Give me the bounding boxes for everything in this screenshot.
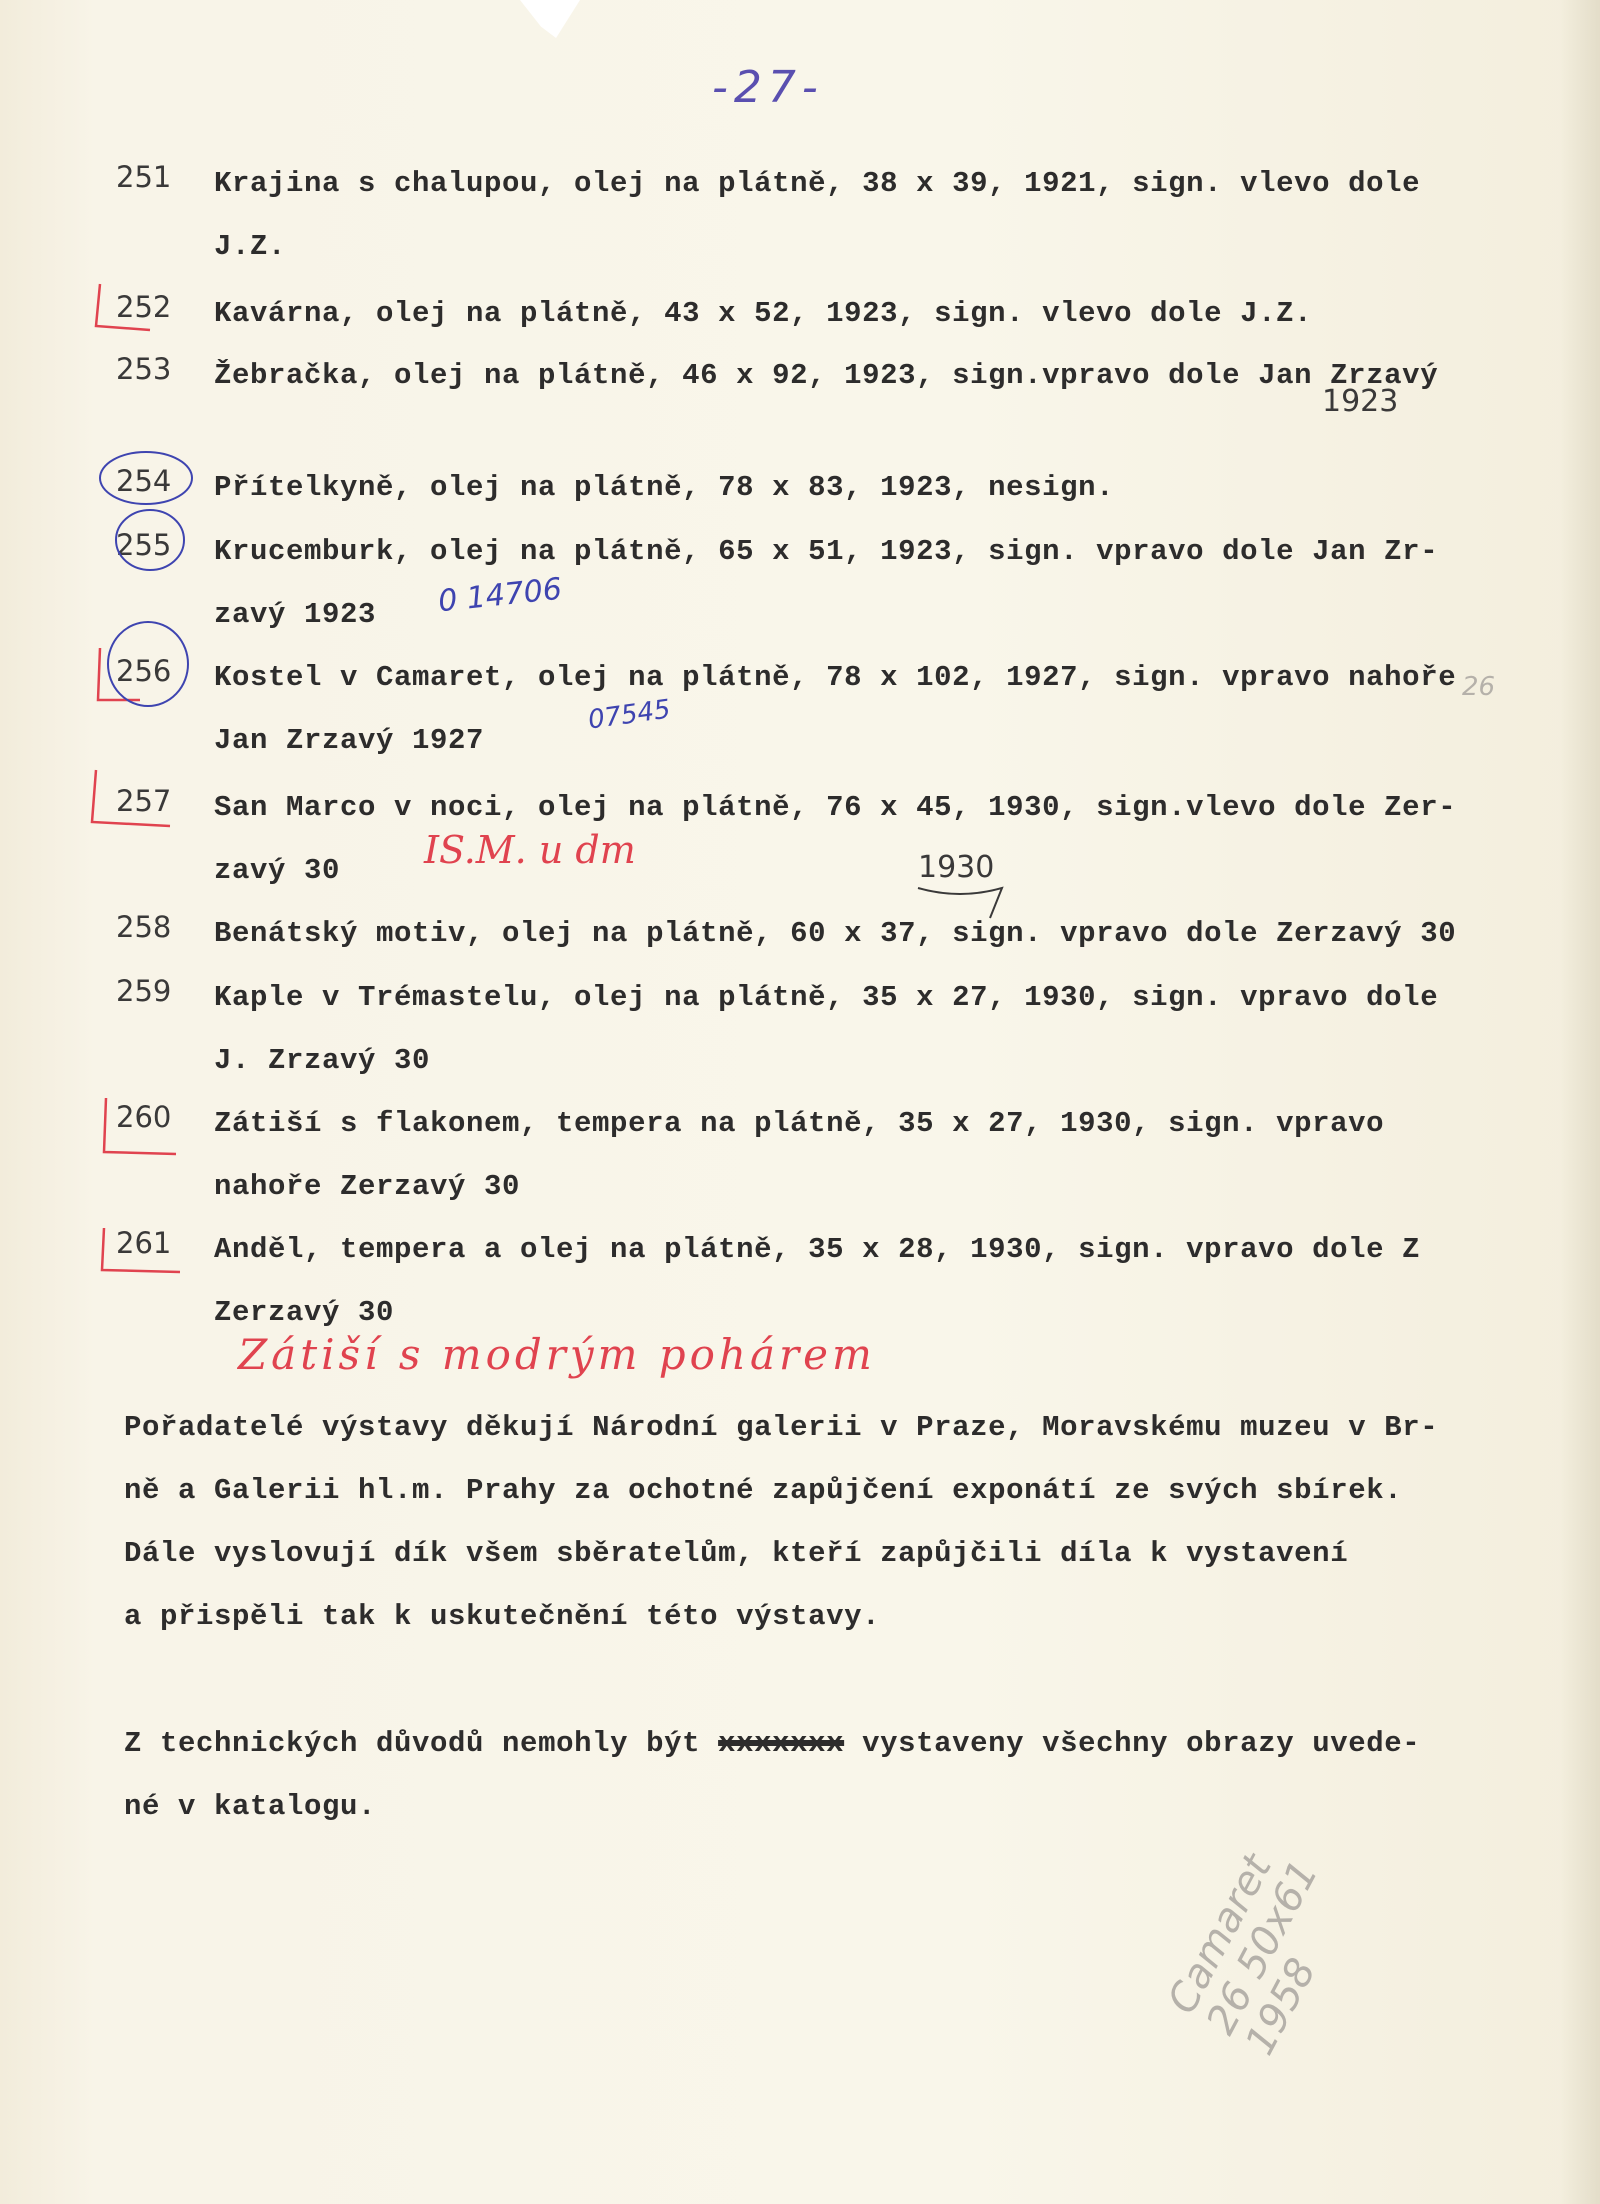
entry-number: 255 xyxy=(116,528,172,562)
pencil-corner-note: Camaret 26 50x61 1958 xyxy=(1159,1847,1328,2063)
entry-line-1: Kostel v Camaret, olej na plátně, 78 x 102, 1927, sign. vpravo nahoře xyxy=(214,661,1457,694)
entry-number: 253 xyxy=(116,352,172,386)
red-bracket-252 xyxy=(96,284,150,330)
blue-circle-254 xyxy=(100,452,192,504)
entry-line-2: Jan Zrzavý 1927 xyxy=(214,724,485,757)
red-bracket-261 xyxy=(102,1228,180,1272)
thanks-line: a přispěli tak k uskutečnění této výstavy. xyxy=(124,1600,881,1633)
thanks-line: ně a Galerii hl.m. Prahy za ochotné zapůjčení exponátí ze svých sbírek. xyxy=(124,1474,1403,1507)
entry-number: 252 xyxy=(116,290,172,324)
red-handwritten-title: Zátiší s modrým pohárem xyxy=(238,1330,876,1379)
red-bracket-260 xyxy=(104,1098,176,1154)
thanks-line: Dále vyslovují dík všem sběratelům, kteří zapůjčili díla k vystavení xyxy=(124,1537,1349,1570)
entry-line-2: J. Zrzavý 30 xyxy=(214,1044,431,1077)
entry-line-1: Benátský motiv, olej na plátně, 60 x 37, sign. vpravo dole Zerzavý 30 xyxy=(214,917,1457,950)
entry-line-2: zavý 30 xyxy=(214,854,341,887)
entry-line-1: Krucemburk, olej na plátně, 65 x 51, 1923, sign. vpravo dole Jan Zr- xyxy=(214,535,1439,568)
entry-number: 256 xyxy=(116,654,172,688)
entry-number: 260 xyxy=(116,1100,172,1134)
entry-line-1: Zátiší s flakonem, tempera na plátně, 35 x 27, 1930, sign. vpravo xyxy=(214,1107,1385,1140)
entry-line-1: Anděl, tempera a olej na plátně, 35 x 28, 1930, sign. vpravo dole Z xyxy=(214,1233,1421,1266)
entry-line-2: J.Z. xyxy=(214,230,287,263)
tech-text-b: vystaveny všechny obrazy uvede- xyxy=(844,1727,1421,1760)
entry-line-1: Přítelkyně, olej na plátně, 78 x 83, 1923, nesign. xyxy=(214,471,1115,504)
entry-line-2: zavý 1923 xyxy=(214,598,377,631)
entry-number: 257 xyxy=(116,784,172,818)
inserted-year-258: 1930 xyxy=(918,850,995,885)
entry-line-1: Kaple v Trémastelu, olej na plátně, 35 x 27, 1930, sign. vpravo dole xyxy=(214,981,1439,1014)
insert-caret-258 xyxy=(918,888,1002,918)
tech-text-c: né v katalogu. xyxy=(124,1790,377,1823)
pencil-note-256: 26 xyxy=(1462,672,1496,702)
struck-word: xxxxxxx xyxy=(718,1727,845,1760)
entry-line-1: Žebračka, olej na plátně, 46 x 92, 1923, sign.vpravo dole Jan Zrzavý xyxy=(214,359,1439,392)
entry-253-date: 1923 xyxy=(1322,384,1399,419)
entry-number: 258 xyxy=(116,910,172,944)
entry-number: 259 xyxy=(116,974,172,1008)
entry-line-1: Kavárna, olej na plátně, 43 x 52, 1923, sign. vlevo dole J.Z. xyxy=(214,297,1313,330)
red-bracket-257 xyxy=(92,770,170,826)
blue-circle-255 xyxy=(116,510,184,570)
entry-number: 251 xyxy=(116,160,172,194)
entry-number: 254 xyxy=(116,464,172,498)
entry-number: 261 xyxy=(116,1226,172,1260)
entry-line-1: San Marco v noci, olej na plátně, 76 x 45, 1930, sign.vlevo dole Zer- xyxy=(214,791,1457,824)
blue-inventory-number-256: 07545 xyxy=(586,694,673,736)
red-note-257: IS.M. u dm xyxy=(424,828,636,872)
page-number: -27- xyxy=(712,62,824,113)
entry-line-2: Zerzavý 30 xyxy=(214,1296,395,1329)
blue-circle-256 xyxy=(108,622,188,706)
entry-line-2: nahoře Zerzavý 30 xyxy=(214,1170,521,1203)
tech-text-a: Z technických důvodů nemohly být xyxy=(124,1727,719,1760)
thanks-line: Pořadatelé výstavy děkují Národní galerii v Praze, Moravskému muzeu v Br- xyxy=(124,1411,1439,1444)
entry-line-1: Krajina s chalupou, olej na plátně, 38 x 39, 1921, sign. vlevo dole xyxy=(214,167,1421,200)
blue-inventory-number-255: 0 14706 xyxy=(436,571,564,620)
